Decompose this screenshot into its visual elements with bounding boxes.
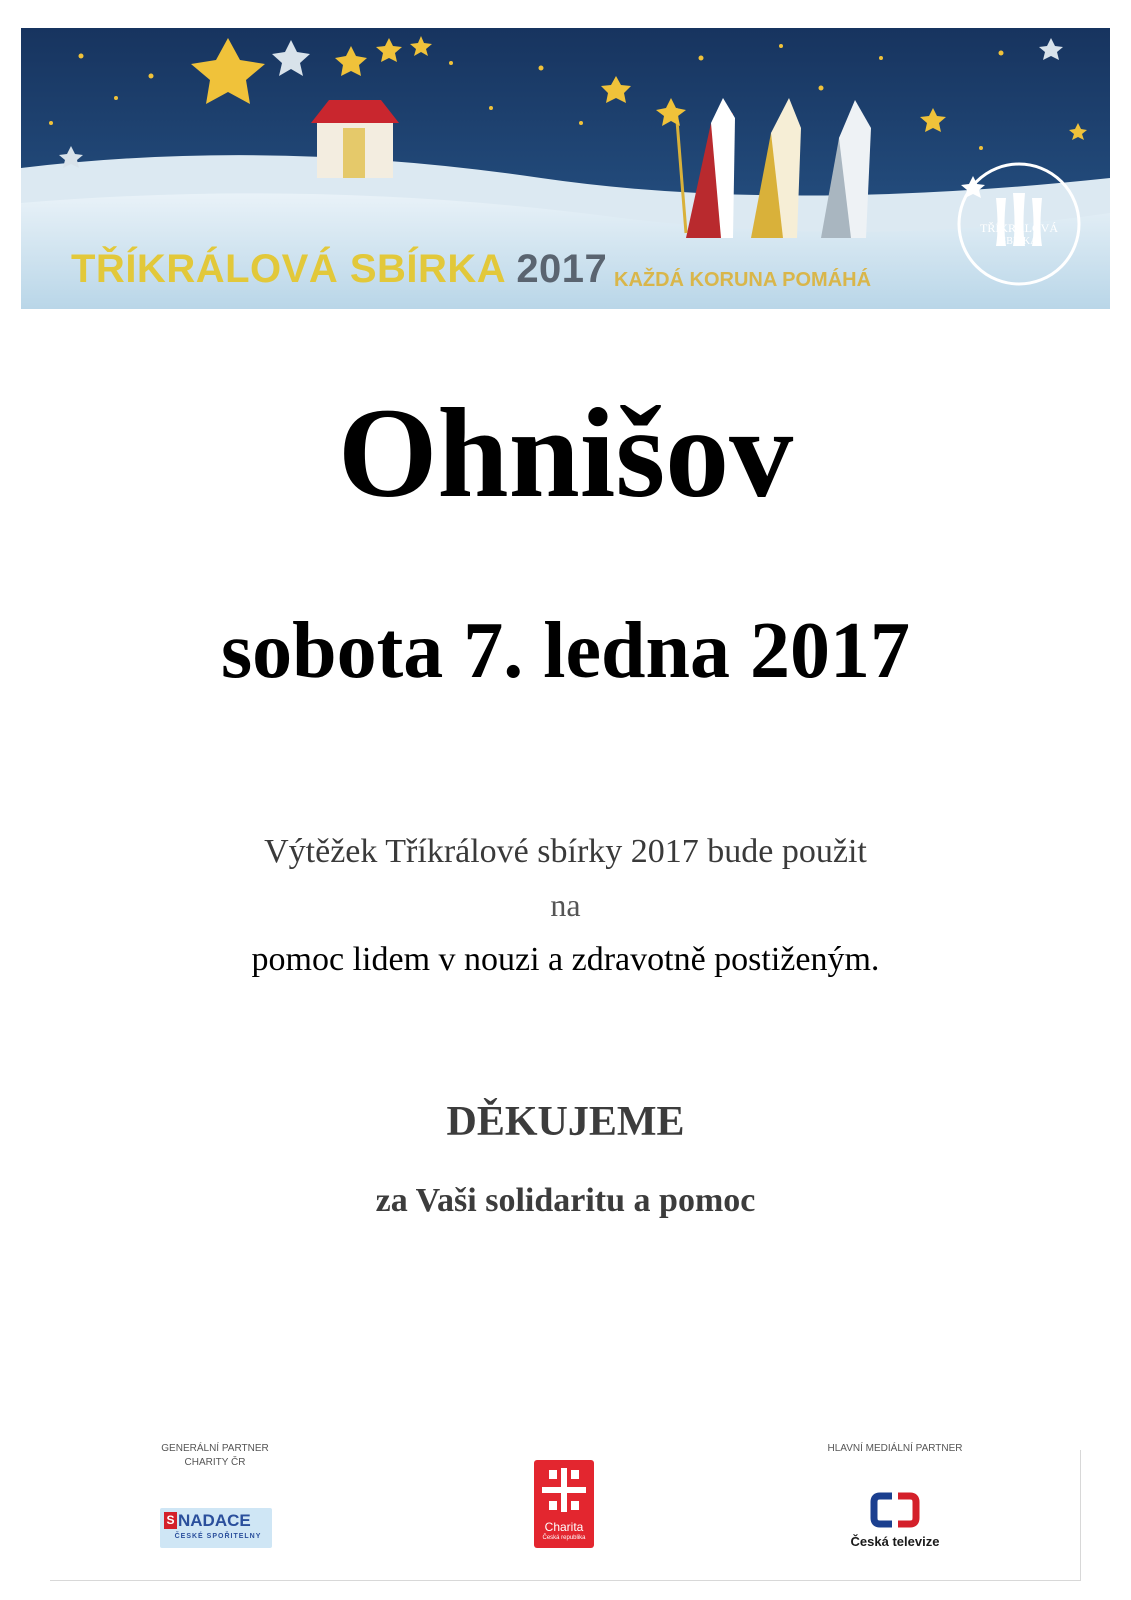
- banner-title-text: TŘÍKRÁLOVÁ SBÍRKA: [71, 247, 505, 291]
- nadace-s-mark: S: [164, 1512, 177, 1529]
- thanks-subheading: za Vaši solidaritu a pomoc: [375, 1182, 756, 1219]
- campaign-banner: [21, 28, 1110, 309]
- charita-cross-icon: [534, 1460, 594, 1520]
- nadace-logo-text: NADACE: [178, 1511, 251, 1530]
- charita-logo-text: Charita: [544, 1520, 584, 1534]
- nadace-logo: [160, 1508, 272, 1548]
- ceska-televize-logo-icon: [870, 1490, 920, 1530]
- media-partner-label: HLAVNÍ MEDIÁLNÍ PARTNER: [827, 1443, 963, 1454]
- charita-logo: [534, 1460, 594, 1548]
- proceeds-line1: Výtěžek Tříkrálové sbírky 2017 bude použit: [264, 833, 867, 870]
- proceeds-line3: pomoc lidem v nouzi a zdravotně postiženým.: [251, 941, 880, 978]
- event-date: sobota 7. ledna 2017: [221, 607, 910, 695]
- seal-line1: TŘÍKRÁLOVÁ: [980, 221, 1058, 235]
- seal-line2: SBÍRKA: [1000, 236, 1038, 247]
- general-partner-line2: CHARITY ČR: [184, 1456, 246, 1468]
- partners-footer: [50, 1443, 1081, 1581]
- banner-tagline: KAŽDÁ KORUNA POMÁHÁ: [614, 269, 872, 291]
- ceska-televize-logo-text: Česká televize: [850, 1534, 940, 1549]
- proceeds-notice: [0, 835, 1131, 997]
- general-partner-label: [150, 1442, 280, 1469]
- thanks-heading: DĚKUJEME: [446, 1099, 685, 1145]
- banner-title: [71, 247, 607, 292]
- nadace-logo-subtext: ČESKÉ SPOŘITELNY: [174, 1533, 262, 1540]
- charita-logo-subtext: Česká republika: [542, 1535, 586, 1541]
- general-partner-line1: GENERÁLNÍ PARTNER: [161, 1443, 269, 1454]
- town-name: Ohnišov: [337, 382, 794, 524]
- banner-year: 2017: [516, 247, 608, 291]
- proceeds-line2: na: [550, 887, 581, 923]
- house-illustration: [311, 100, 399, 178]
